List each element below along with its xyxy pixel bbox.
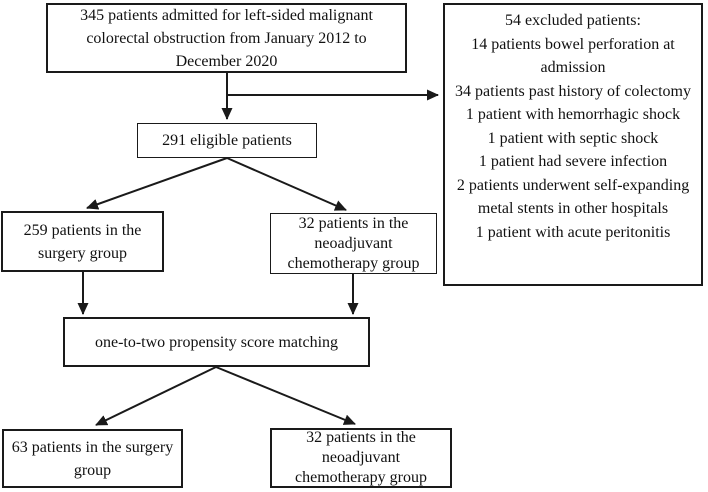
arrow-eligible-to-neoadjuvant	[227, 158, 346, 210]
excluded-reason: 1 patient with hemorrhagic shock	[465, 106, 681, 123]
arrow-matching-to-matched-neoadjuvant	[216, 367, 355, 424]
propensity-matching-box	[63, 317, 370, 367]
excluded-reason: 1 patient with septic shock	[487, 129, 659, 147]
excluded-reason: 1 patient with acute peritonitis	[475, 223, 671, 241]
propensity-matching-text: one-to-two propensity score matching	[94, 333, 339, 351]
matched-neoadjuvant-group-box	[270, 428, 452, 488]
eligible-patients-box	[137, 123, 317, 158]
matched-neoadjuvant-group-text: 32 patients in the neoadjuvant chemotherapy group	[295, 429, 427, 486]
excluded-patients-title: 54 excluded patients:	[505, 12, 641, 29]
admitted-patients-box	[46, 3, 407, 73]
excluded-reason: 2 patients underwent self-expanding metal stents in other hospitals	[456, 176, 690, 217]
eligible-patients-text: 291 eligible patients	[162, 132, 292, 149]
arrow-eligible-to-surgery	[87, 158, 227, 208]
neoadjuvant-group-text: 32 patients in the neoadjuvant chemotherapy group	[287, 214, 420, 272]
matched-surgery-group-box	[2, 429, 183, 488]
neoadjuvant-group-box	[270, 213, 437, 274]
excluded-reason: 34 patients past history of colectomy	[455, 82, 691, 100]
admitted-patients-text: 345 patients admitted for left-sided malignant colorectal obstruction from January 2012 to December 2020	[80, 6, 373, 70]
excluded-reason: 1 patient had severe infection	[478, 153, 668, 170]
surgery-group-box	[1, 211, 164, 272]
excluded-reason: 14 patients bowel perforation at admission	[471, 35, 675, 76]
excluded-patients-box	[443, 3, 703, 286]
surgery-group-text: 259 patients in the surgery group	[23, 221, 142, 262]
arrow-matching-to-matched-surgery	[96, 367, 216, 425]
matched-surgery-group-text: 63 patients in the surgery group	[11, 438, 174, 479]
